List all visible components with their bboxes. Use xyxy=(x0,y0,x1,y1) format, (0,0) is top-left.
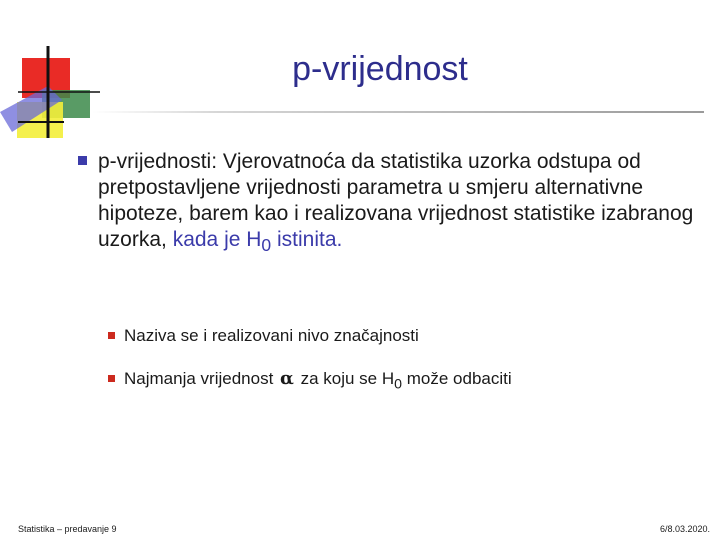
h0-subscript: 0 xyxy=(394,376,403,393)
square-bullet-icon xyxy=(108,375,115,382)
title-divider xyxy=(92,111,704,113)
sub-bullet-2 xyxy=(108,368,512,392)
square-bullet-icon xyxy=(108,332,115,339)
sub-bullet-1-text: Naziva se i realizovani nivo značajnosti xyxy=(124,326,419,345)
main-bullet-body: p-vrijednosti: Vjerovatnoća da statistika uzorka odstupa od pretpostavljene vrijednosti parametra u smjeru alternativne hipoteze, barem kao i realizovana vrijednost statistike izabranog uzorka, xyxy=(98,150,694,251)
h0-subscript: 0 xyxy=(261,235,272,256)
sub-bullet-1 xyxy=(108,326,419,346)
slide-title: p-vrijednost xyxy=(292,50,468,88)
alpha-symbol: α xyxy=(280,368,294,389)
main-bullet-highlight xyxy=(172,228,343,256)
sub-bullet-2-text-mid: za koju se H xyxy=(295,369,395,388)
main-bullet-text xyxy=(78,149,698,258)
main-bullet xyxy=(78,149,698,258)
square-bullet-icon xyxy=(78,156,87,165)
decorative-logo-graphic xyxy=(0,40,110,140)
sub-bullet-2-text-after: može odbaciti xyxy=(402,369,512,388)
footer-date: 6/8.03.2020. xyxy=(659,524,710,534)
highlight-suffix: istinita. xyxy=(271,228,343,251)
sub-bullet-2-text-before: Najmanja vrijednost xyxy=(124,369,279,388)
footer-course-label: Statistika – predavanje 9 xyxy=(18,524,117,534)
highlight-prefix: kada je H xyxy=(172,228,262,251)
